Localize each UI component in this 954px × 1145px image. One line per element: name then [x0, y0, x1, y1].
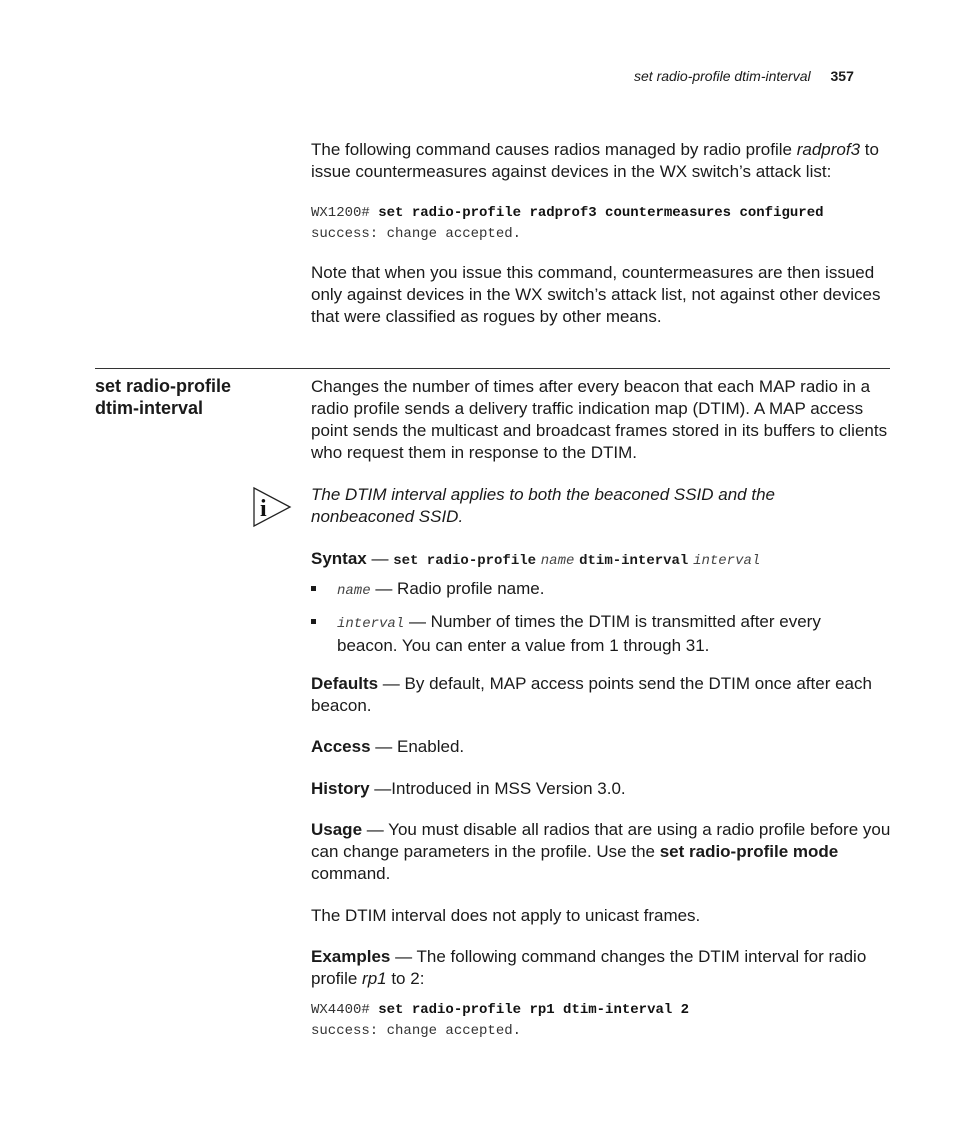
examples-paragraph	[311, 946, 881, 990]
history-paragraph	[311, 778, 881, 800]
list-item	[311, 578, 881, 602]
code-command: set radio-profile radprof3 countermeasures configured	[378, 205, 824, 221]
syntax-arg-1: name	[540, 553, 575, 569]
examples-text-b: to 2:	[386, 969, 425, 988]
usage-note: The DTIM interval does not apply to unicast frames.	[311, 906, 701, 925]
usage-paragraph	[311, 819, 896, 885]
code-output: success: change accepted.	[311, 226, 522, 242]
examples-text-a: — The following command changes the DTIM interval for radio profile	[311, 947, 867, 988]
intro-text-a: The following command causes radios managed by radio profile	[311, 140, 797, 159]
heading-line-2: dtim-interval	[95, 398, 204, 418]
access-text: — Enabled.	[370, 737, 465, 756]
examples-profile-name: rp1	[362, 969, 387, 988]
defaults-paragraph	[311, 673, 881, 717]
svg-text:i: i	[260, 496, 267, 522]
param-name: name	[337, 583, 371, 599]
syntax-line	[311, 548, 760, 572]
intro-text-b: to issue countermeasures against devices in the WX switch’s attack list:	[311, 140, 879, 181]
note-paragraph: Note that when you issue this command, countermeasures are then issued only against devices in the WX switch’s attack list, not against other devices that were classified as rogues by other means.	[311, 263, 881, 326]
intro-profile-name: radprof3	[796, 140, 861, 159]
info-icon	[252, 486, 294, 528]
usage-label: Usage	[311, 820, 363, 839]
code-example-2	[311, 1000, 689, 1042]
syntax-arg-2: interval	[693, 553, 761, 569]
usage-text-b: command.	[311, 864, 391, 883]
section-divider	[95, 368, 890, 369]
param-description: — Radio profile name.	[370, 579, 545, 598]
note-text: The DTIM interval applies to both the beaconed SSID and the nonbeaconed SSID.	[311, 485, 775, 526]
defaults-text: — By default, MAP access points send the DTIM once after each beacon.	[311, 674, 872, 715]
section-description: Changes the number of times after every beacon that each MAP radio in a radio profile sends a delivery traffic indication map (DTIM). A MAP access point sends the multicast and broadcast frames stored in its buffers to clients who request them in response to the DTIM.	[311, 377, 888, 462]
bullet-icon	[311, 619, 316, 624]
heading-line-1: set radio-profile	[95, 376, 232, 396]
parameter-list	[311, 578, 881, 657]
running-header	[634, 66, 854, 86]
code-prompt: WX4400#	[311, 1002, 379, 1018]
history-text: —Introduced in MSS Version 3.0.	[369, 779, 626, 798]
history-label: History	[311, 779, 370, 798]
usage-command: set radio-profile mode	[659, 842, 839, 861]
intro-paragraph	[311, 139, 896, 183]
code-output: success: change accepted.	[311, 1023, 522, 1039]
syntax-command-1: set radio-profile	[393, 553, 537, 569]
code-example-1	[311, 203, 824, 245]
code-command: set radio-profile rp1 dtim-interval 2	[378, 1002, 690, 1018]
syntax-dash: —	[366, 549, 394, 568]
access-label: Access	[311, 737, 371, 756]
access-paragraph	[311, 736, 881, 758]
code-prompt: WX1200#	[311, 205, 379, 221]
bullet-icon	[311, 586, 316, 591]
page-number: 357	[830, 68, 854, 84]
param-name: interval	[337, 616, 405, 632]
usage-text-a: — You must disable all radios that are using a radio profile before you can change parameters in the profile. Use the	[311, 820, 891, 861]
param-description: — Number of times the DTIM is transmitted after every beacon. You can enter a value from 1 through 31.	[337, 612, 821, 655]
running-title: set radio-profile dtim-interval	[634, 68, 811, 84]
defaults-label: Defaults	[311, 674, 379, 693]
syntax-command-2: dtim-interval	[579, 553, 689, 569]
examples-label: Examples	[311, 947, 391, 966]
syntax-label: Syntax	[311, 549, 367, 568]
section-heading	[95, 375, 231, 419]
list-item	[311, 611, 881, 657]
